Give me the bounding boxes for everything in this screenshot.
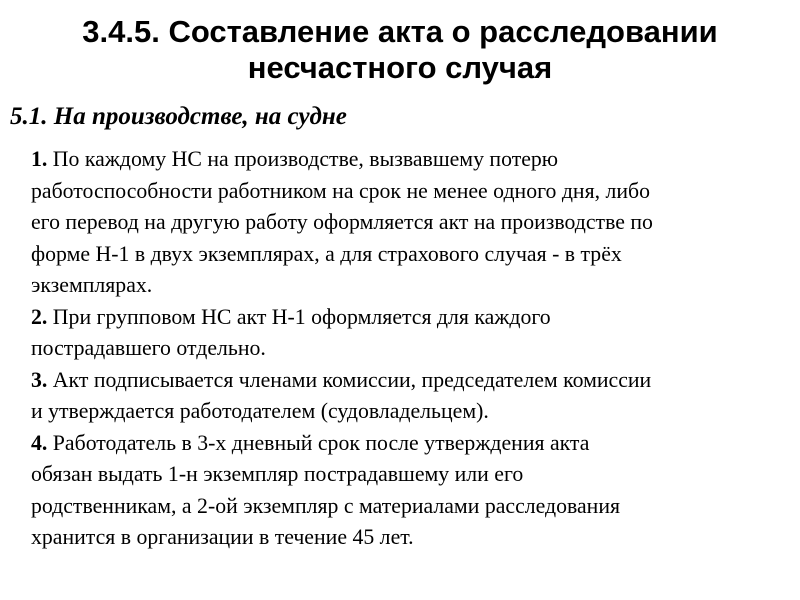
item-text-line: обязан выдать 1-н экземпляр пострадавшему или его xyxy=(31,462,524,486)
body-text xyxy=(31,144,791,554)
page-title-line-2: несчастного случая xyxy=(247,50,553,85)
item-text-line: и утверждается работодателем (судовладельцем). xyxy=(31,399,489,423)
item-text-line: родственникам, а 2-ой экземпляр с материалами расследования xyxy=(31,493,621,518)
item-text-line: его перевод на другую работу оформляется акт на производстве по xyxy=(31,210,653,234)
list-item xyxy=(31,302,791,365)
list-item xyxy=(31,365,791,428)
item-number: 2. xyxy=(31,304,48,329)
item-number: 3. xyxy=(31,367,48,392)
item-text-line: экземплярах. xyxy=(31,273,153,297)
item-number: 1. xyxy=(31,147,48,171)
item-number: 4. xyxy=(31,430,48,455)
item-text-line: При групповом НС акт Н-1 оформляется для каждого xyxy=(47,304,551,329)
page-title xyxy=(0,14,800,86)
item-text-line: хранится в организации в течение 45 лет. xyxy=(31,525,414,549)
item-text-line: пострадавшего отдельно. xyxy=(31,336,266,360)
list-item xyxy=(31,144,791,302)
page-title-line-1: 3.4.5. Составление акта о расследовании xyxy=(82,14,718,49)
item-text-line: По каждому НС на производстве, вызвавшему потерю xyxy=(47,147,559,171)
item-text-line: работоспособности работником на срок не менее одного дня, либо xyxy=(31,178,651,203)
item-text-line: форме Н-1 в двух экземплярах, а для страхового случая - в трёх xyxy=(31,241,622,266)
list-item xyxy=(31,428,791,554)
section-subtitle: 5.1. На производстве, на судне xyxy=(10,103,347,130)
item-text-line: Работодатель в 3-х дневный срок после утверждения акта xyxy=(47,430,590,455)
item-text-line: Акт подписывается членами комиссии, председателем комиссии xyxy=(47,367,652,392)
